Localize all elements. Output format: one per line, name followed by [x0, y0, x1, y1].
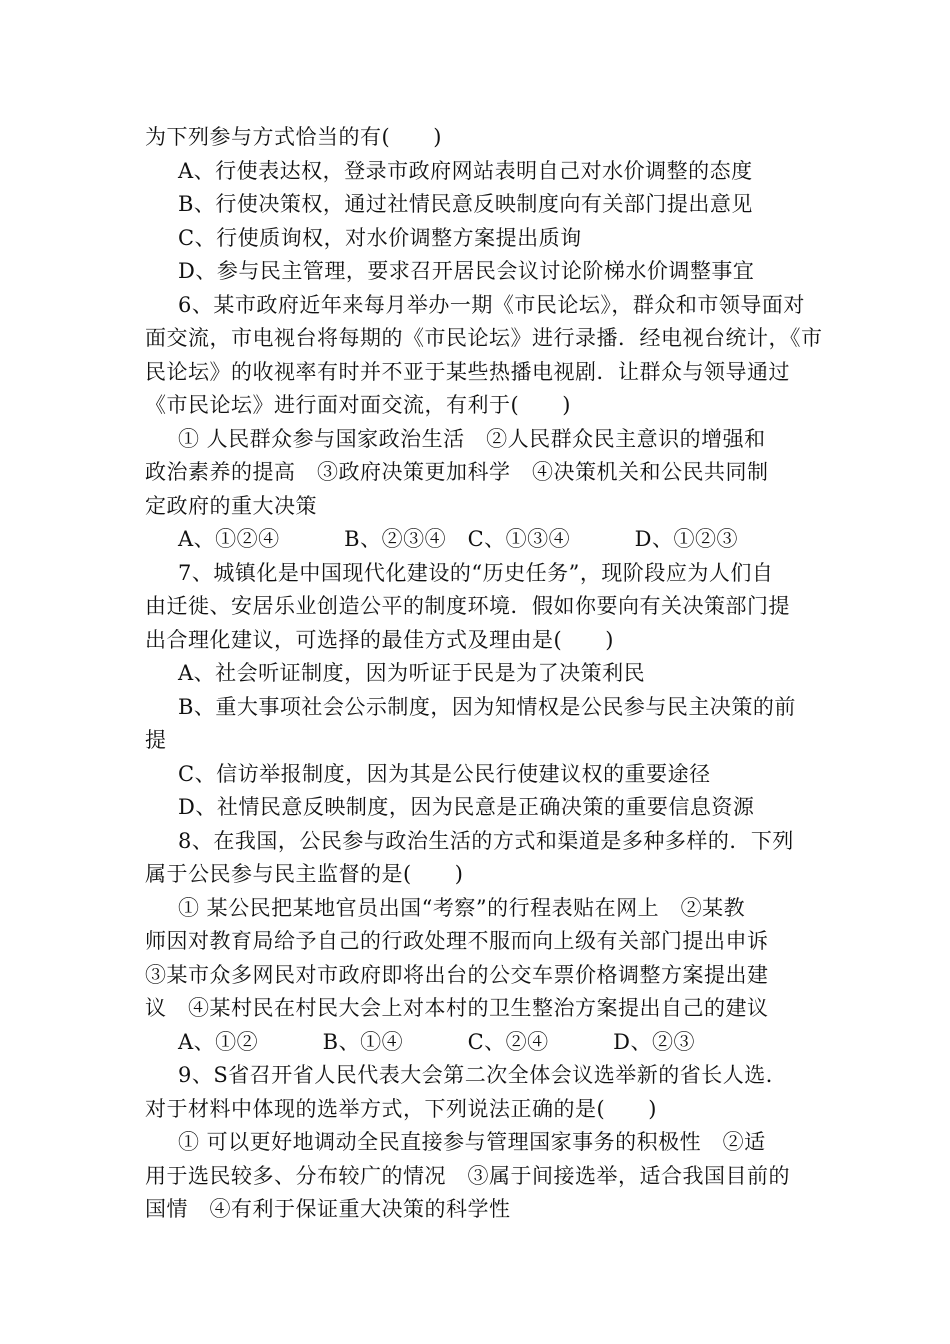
text-line: 提 [145, 728, 167, 752]
question-8: 8、在我国，公民参与政治生活的方式和渠道是多种多样的．下列 [178, 828, 794, 853]
statements: ① 某公民把某地官员出国“考察”的行程表贴在网上 ②某教 [178, 895, 746, 920]
options-row: A、①②④ B、②③④ C、①③④ D、①②③ [178, 527, 739, 551]
text-line: 面交流，市电视台将每期的《市民论坛》进行录播．经电视台统计，《市 [145, 326, 823, 350]
text-line: 政治素养的提高 ③政府决策更加科学 ④决策机关和公民共同制 [145, 460, 769, 484]
text-line: 国情 ④有利于保证重大决策的科学性 [145, 1197, 511, 1221]
text-line: ③某市众多网民对市政府即将出台的公交车票价格调整方案提出建 [145, 962, 769, 987]
option-a: A、行使表达权，登录市政府网站表明自己对水价调整的态度 [178, 158, 753, 183]
text-line: 为下列参与方式恰当的有( ) [145, 125, 442, 149]
document-page [145, 121, 825, 1227]
text-line: 用于选民较多、分布较广的情况 ③属于间接选举，适合我国目前的 [145, 1163, 790, 1188]
statements: ① 可以更好地调动全民直接参与管理国家事务的积极性 ②适 [178, 1130, 766, 1154]
text-line: 《市民论坛》进行面对面交流，有利于( ) [145, 393, 571, 417]
text-line: 由迁徙、安居乐业创造公平的制度环境．假如你要向有关决策部门提 [145, 594, 790, 618]
text-line: 议 ④某村民在村民大会上对本村的卫生整治方案提出自己的建议 [145, 996, 769, 1020]
option-d: D、社情民意反映制度，因为民意是正确决策的重要信息资源 [178, 795, 755, 819]
text-line: 出合理化建议，可选择的最佳方式及理由是( ) [145, 627, 614, 652]
text-line: 属于公民参与民主监督的是( ) [145, 862, 464, 886]
option-c: C、信访举报制度，因为其是公民行使建议权的重要途径 [178, 761, 711, 786]
statements: ① 人民群众参与国家政治生活 ②人民群众民主意识的增强和 [178, 426, 766, 451]
text-line: 对于材料中体现的选举方式，下列说法正确的是( ) [145, 1096, 657, 1121]
options-row: A、①② B、①④ C、②④ D、②③ [178, 1029, 696, 1054]
question-7: 7、城镇化是中国现代化建设的“历史任务”，现阶段应为人们自 [178, 560, 774, 585]
question-9: 9、S省召开省人民代表大会第二次全体会议选举新的省长人选． [178, 1063, 788, 1087]
option-b: B、重大事项社会公示制度，因为知情权是公民参与民主决策的前 [178, 694, 796, 719]
text-line: 民论坛》的收视率有时并不亚于某些热播电视剧．让群众与领导通过 [145, 359, 790, 384]
option-c: C、行使质询权，对水价调整方案提出质询 [178, 225, 582, 250]
option-a: A、社会听证制度，因为听证于民是为了决策利民 [178, 661, 646, 685]
text-line: 师因对教育局给予自己的行政处理不服而向上级有关部门提出申诉 [145, 929, 769, 953]
question-6: 6、某市政府近年来每月举办一期《市民论坛》，群众和市领导面对 [178, 292, 805, 317]
option-d: D、参与民主管理，要求召开居民会议讨论阶梯水价调整事宜 [178, 259, 755, 283]
text-line: 定政府的重大决策 [145, 493, 317, 518]
option-b: B、行使决策权，通过社情民意反映制度向有关部门提出意见 [178, 192, 753, 216]
